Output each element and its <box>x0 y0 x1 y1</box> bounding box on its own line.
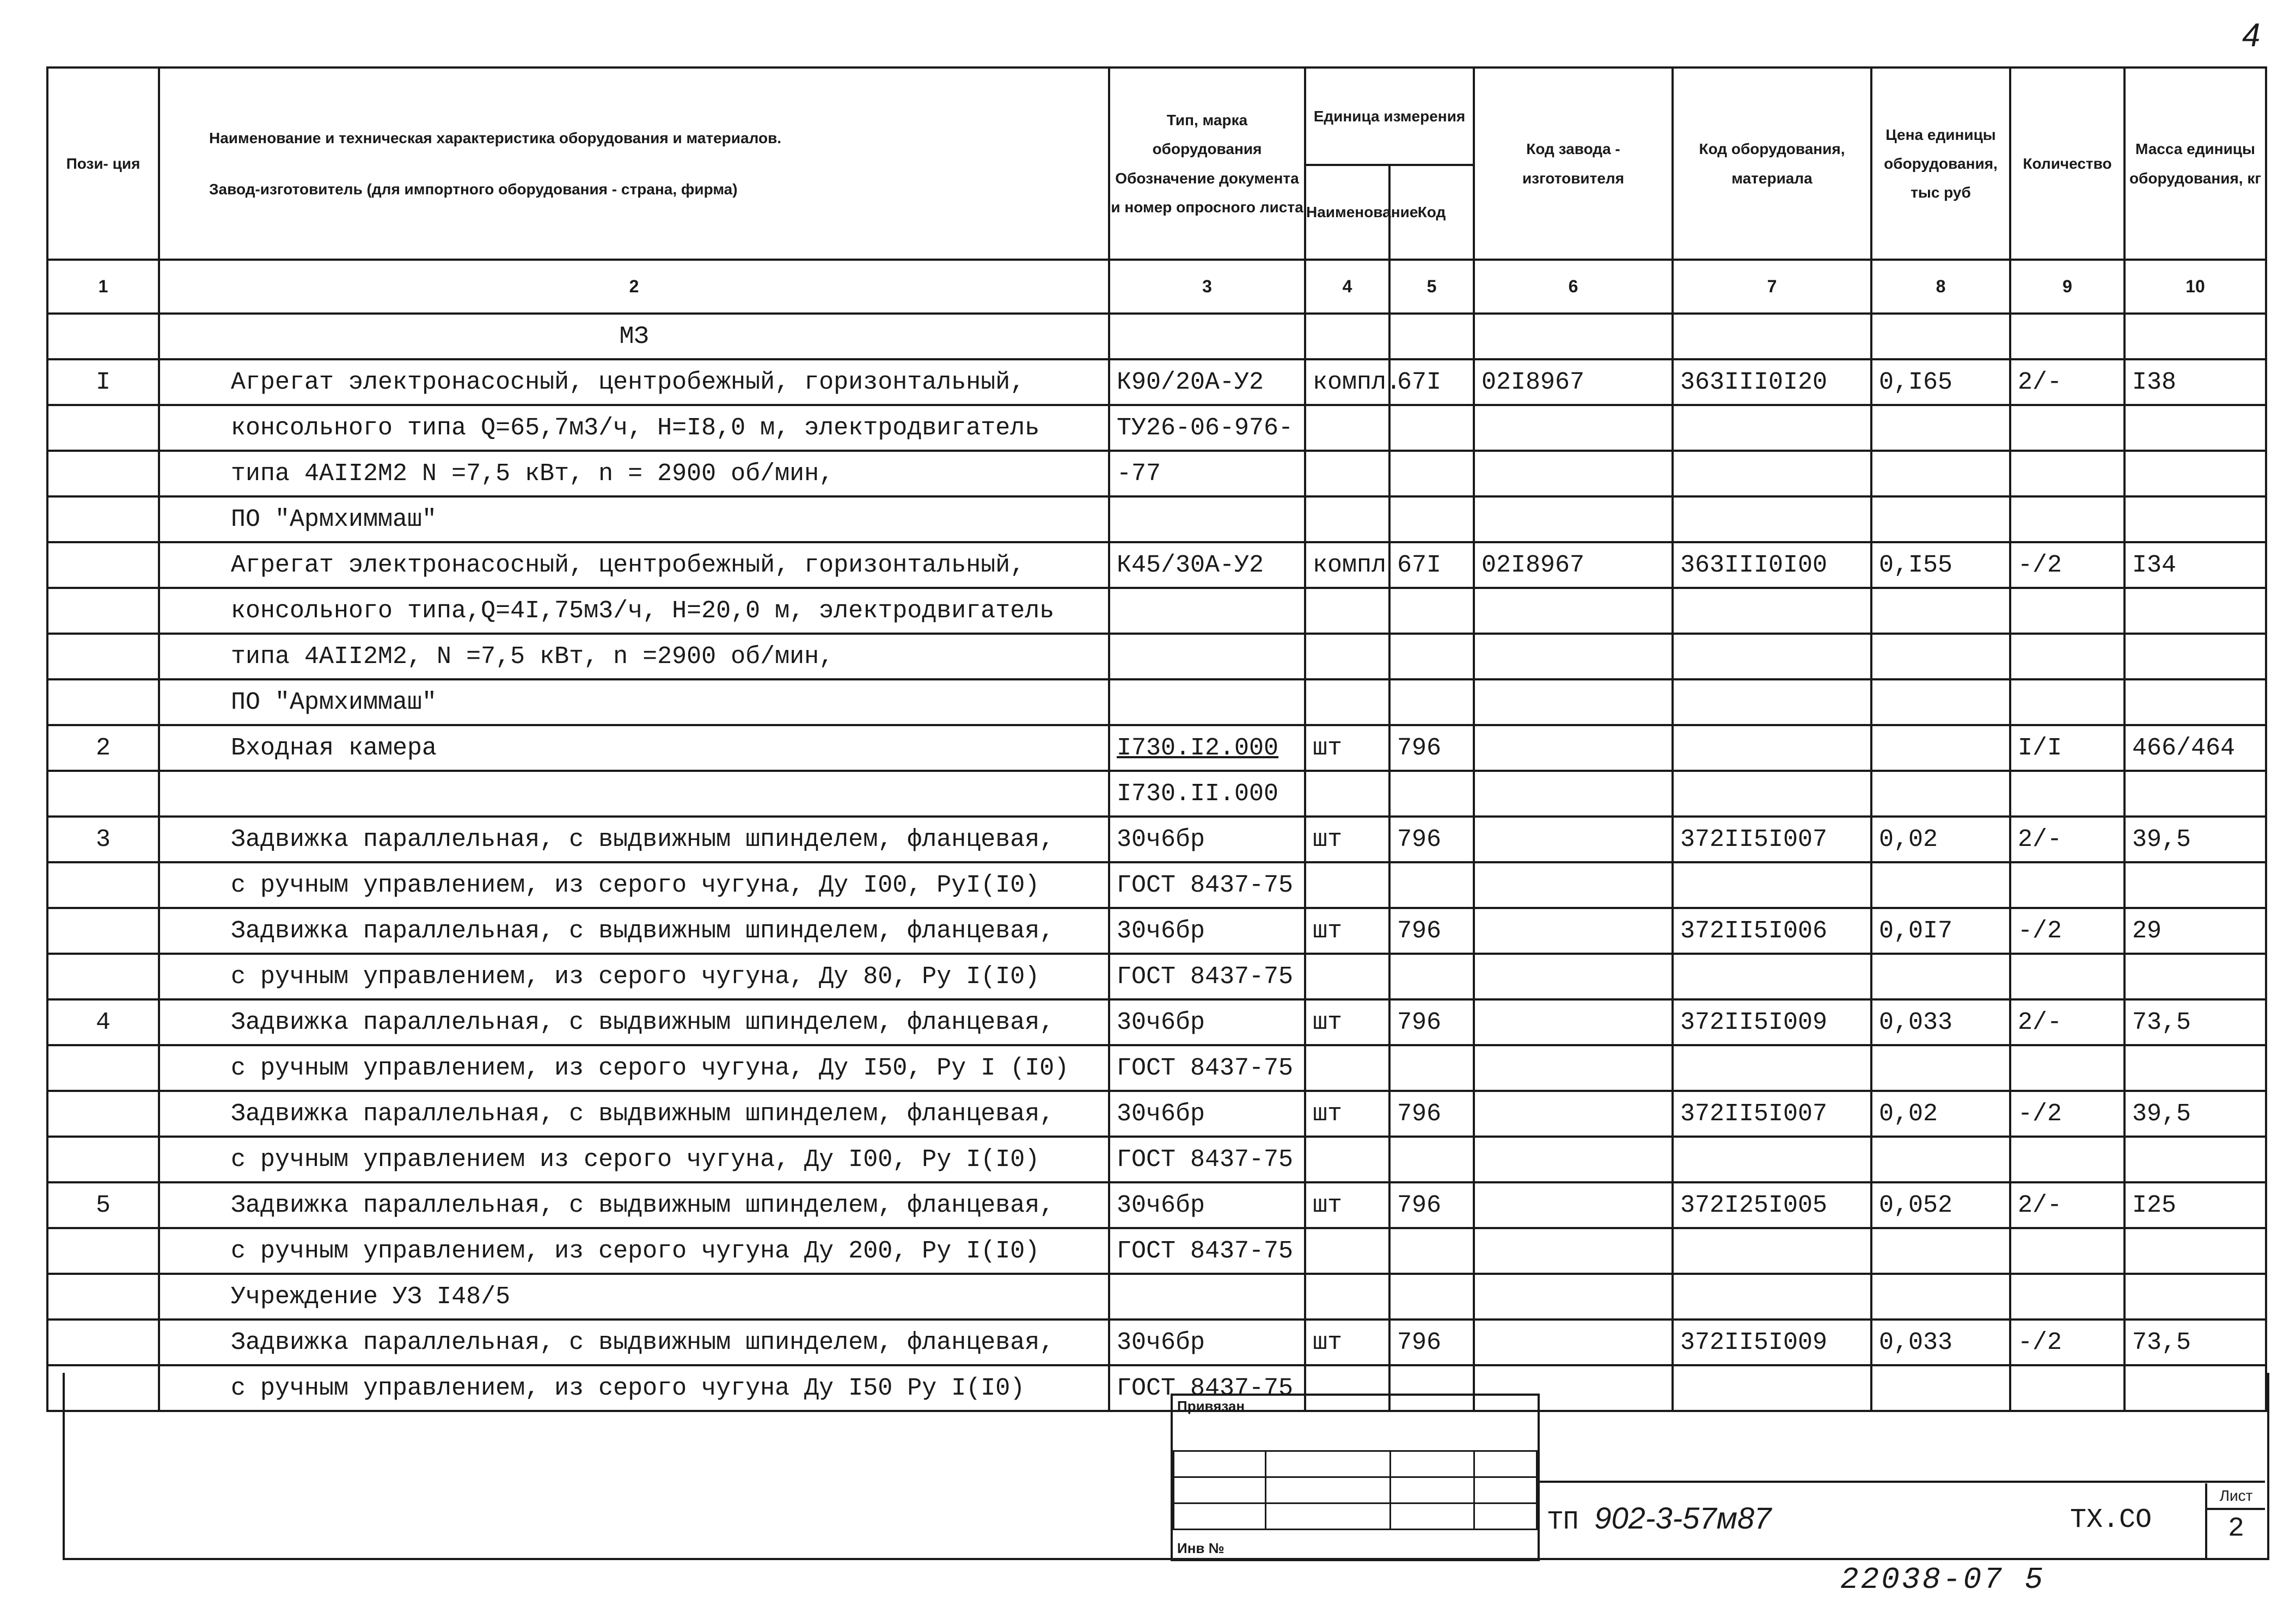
cell-name: ПО "Армхиммаш" <box>159 679 1109 725</box>
cell-mass <box>2124 862 2266 908</box>
cell-equip-code <box>1673 771 1871 817</box>
cell-position <box>47 1091 159 1137</box>
cell-position <box>47 496 159 542</box>
doc-number: 902-3-57м87 <box>1594 1501 1772 1535</box>
table-row <box>47 771 2266 817</box>
cell-position <box>47 588 159 634</box>
cell-qty: I/I <box>2010 725 2124 771</box>
cell-unit-code <box>1389 634 1474 679</box>
cell-unit-code: 67I <box>1389 542 1474 588</box>
cell-name: с ручным управлением, из серого чугуна, Ду I00, РуI(I0) <box>159 862 1109 908</box>
cell-plant-code <box>1474 771 1673 817</box>
cell-equip-code <box>1673 862 1871 908</box>
table-row <box>47 314 2266 359</box>
cell-price: 0,02 <box>1871 817 2010 862</box>
cell-plant-code <box>1474 1228 1673 1274</box>
attachment-stamp <box>1171 1394 1540 1561</box>
cell-equip-code <box>1673 725 1871 771</box>
cell-plant-code: 02I8967 <box>1474 542 1673 588</box>
equipment-spec-table <box>46 66 2267 1412</box>
cell-type: ГОСТ 8437-75 <box>1109 1045 1305 1091</box>
cell-mass <box>2124 771 2266 817</box>
cell-unit: шт <box>1305 999 1389 1045</box>
cell-equip-code <box>1673 1137 1871 1182</box>
table-row <box>47 1045 2266 1091</box>
table-row <box>47 1320 2266 1365</box>
cell-plant-code <box>1474 999 1673 1045</box>
cell-type: ГОСТ 8437-75 <box>1109 1137 1305 1182</box>
cell-qty: 2/- <box>2010 359 2124 405</box>
table-row <box>47 1228 2266 1274</box>
cell-mass <box>2124 451 2266 496</box>
cell-plant-code <box>1474 908 1673 954</box>
cell-position <box>47 1137 159 1182</box>
cell-position <box>47 405 159 451</box>
cell-mass: I38 <box>2124 359 2266 405</box>
cell-mass <box>2124 1228 2266 1274</box>
cell-unit: шт <box>1305 908 1389 954</box>
cell-name: с ручным управлением, из серого чугуна Ду I50 Ру I(I0) <box>159 1365 1109 1411</box>
cell-name: Задвижка параллельная, с выдвижным шпинделем, фланцевая, <box>159 817 1109 862</box>
cell-unit-code <box>1389 679 1474 725</box>
cell-unit <box>1305 679 1389 725</box>
cell-name: Задвижка параллельная, с выдвижным шпинделем, фланцевая, <box>159 908 1109 954</box>
cell-qty: -/2 <box>2010 542 2124 588</box>
cell-plant-code <box>1474 862 1673 908</box>
cell-price <box>1871 1045 2010 1091</box>
cell-price <box>1871 314 2010 359</box>
cell-type: 30ч6бр <box>1109 1091 1305 1137</box>
cell-plant-code <box>1474 1182 1673 1228</box>
cell-price <box>1871 725 2010 771</box>
cell-position <box>47 1045 159 1091</box>
cell-plant-code <box>1474 588 1673 634</box>
cell-unit: шт <box>1305 725 1389 771</box>
column-number: 9 <box>2010 260 2124 314</box>
cell-unit-code <box>1389 1228 1474 1274</box>
cell-unit <box>1305 1045 1389 1091</box>
cell-name: Агрегат электронасосный, центробежный, горизонтальный, <box>159 359 1109 405</box>
table-body <box>47 314 2266 1411</box>
cell-qty <box>2010 954 2124 999</box>
cell-position <box>47 1228 159 1274</box>
cell-unit-code: 796 <box>1389 999 1474 1045</box>
header-unit-name: Наименование <box>1305 165 1389 260</box>
table-row <box>47 1182 2266 1228</box>
cell-qty <box>2010 679 2124 725</box>
cell-unit <box>1305 634 1389 679</box>
cell-price <box>1871 679 2010 725</box>
cell-unit <box>1305 588 1389 634</box>
cell-type: 30ч6бр <box>1109 817 1305 862</box>
cell-unit: шт <box>1305 1320 1389 1365</box>
cell-name: Задвижка параллельная, с выдвижным шпинделем, фланцевая, <box>159 1320 1109 1365</box>
table-row <box>47 679 2266 725</box>
cell-unit-code <box>1389 314 1474 359</box>
cell-unit-code: 796 <box>1389 1320 1474 1365</box>
cell-name: с ручным управлением, из серого чугуна, Ду 80, Ру I(I0) <box>159 954 1109 999</box>
table-row <box>47 405 2266 451</box>
cell-type <box>1109 1274 1305 1320</box>
title-block <box>1536 1481 2265 1560</box>
cell-price: 0,I55 <box>1871 542 2010 588</box>
cell-equip-code <box>1673 405 1871 451</box>
cell-qty <box>2010 314 2124 359</box>
cell-qty <box>2010 771 2124 817</box>
cell-unit <box>1305 862 1389 908</box>
cell-name: Задвижка параллельная, с выдвижным шпинделем, фланцевая, <box>159 1091 1109 1137</box>
cell-type-text: I730.I2.000 <box>1117 734 1279 762</box>
cell-equip-code: 372II5I007 <box>1673 817 1871 862</box>
cell-unit <box>1305 1137 1389 1182</box>
cell-mass: 73,5 <box>2124 1320 2266 1365</box>
cell-position: 3 <box>47 817 159 862</box>
cell-mass <box>2124 588 2266 634</box>
stamp-attached-label: Привязан <box>1177 1398 1245 1414</box>
cell-unit-code <box>1389 1137 1474 1182</box>
cell-position <box>47 908 159 954</box>
cell-unit <box>1305 1274 1389 1320</box>
cell-type: К90/20А-У2 <box>1109 359 1305 405</box>
column-number: 7 <box>1673 260 1871 314</box>
cell-qty <box>2010 862 2124 908</box>
table-row <box>47 862 2266 908</box>
cell-unit <box>1305 954 1389 999</box>
cell-type: I730.II.000 <box>1109 771 1305 817</box>
cell-type <box>1109 496 1305 542</box>
cell-equip-code: 372II5I006 <box>1673 908 1871 954</box>
cell-unit-code: 796 <box>1389 1182 1474 1228</box>
cell-plant-code <box>1474 817 1673 862</box>
cell-type <box>1109 588 1305 634</box>
cell-qty <box>2010 405 2124 451</box>
archive-number: 22038-07 5 <box>1840 1562 2046 1597</box>
cell-name: Агрегат электронасосный, центробежный, горизонтальный, <box>159 542 1109 588</box>
cell-position <box>47 771 159 817</box>
cell-type: К45/30А-У2 <box>1109 542 1305 588</box>
cell-mass <box>2124 679 2266 725</box>
cell-price: 0,033 <box>1871 999 2010 1045</box>
cell-unit-code <box>1389 862 1474 908</box>
cell-equip-code <box>1673 314 1871 359</box>
page-number: 4 <box>2242 17 2261 53</box>
cell-equip-code: 372II5I007 <box>1673 1091 1871 1137</box>
table-row <box>47 999 2266 1045</box>
cell-position <box>47 862 159 908</box>
table-row <box>47 588 2266 634</box>
cell-position <box>47 634 159 679</box>
column-number: 8 <box>1871 260 2010 314</box>
cell-position <box>47 1320 159 1365</box>
cell-type: 30ч6бр <box>1109 908 1305 954</box>
cell-plant-code <box>1474 496 1673 542</box>
cell-position: 5 <box>47 1182 159 1228</box>
cell-type: ГОСТ 8437-75 <box>1109 1228 1305 1274</box>
table-row <box>47 451 2266 496</box>
cell-plant-code <box>1474 1045 1673 1091</box>
column-number: 3 <box>1109 260 1305 314</box>
table-row <box>47 954 2266 999</box>
cell-price <box>1871 1137 2010 1182</box>
cell-position <box>47 451 159 496</box>
cell-mass <box>2124 496 2266 542</box>
column-number: 2 <box>159 260 1109 314</box>
header-name-line2: Завод-изготовитель (для импортного оборудования - страна, фирма) <box>209 180 738 198</box>
cell-qty: 2/- <box>2010 1182 2124 1228</box>
header-mass: Масса единицы оборудования, кг <box>2124 67 2266 260</box>
cell-type <box>1109 634 1305 679</box>
header-unit-code: Код <box>1389 165 1474 260</box>
cell-plant-code <box>1474 451 1673 496</box>
cell-price <box>1871 588 2010 634</box>
cell-type: 30ч6бр <box>1109 999 1305 1045</box>
cell-name: консольного типа Q=65,7м3/ч, Н=I8,0 м, электродвигатель <box>159 405 1109 451</box>
header-unit-group: Единица измерения <box>1305 67 1474 165</box>
cell-plant-code <box>1474 954 1673 999</box>
cell-mass: 29 <box>2124 908 2266 954</box>
cell-price <box>1871 634 2010 679</box>
cell-price: 0,033 <box>1871 1320 2010 1365</box>
sheet-number: 2 <box>2227 1513 2244 1544</box>
cell-name: Задвижка параллельная, с выдвижным шпинделем, фланцевая, <box>159 999 1109 1045</box>
stamp-grid <box>1173 1450 1538 1530</box>
cell-type: ТУ26-06-976- <box>1109 405 1305 451</box>
cell-mass <box>2124 1137 2266 1182</box>
cell-price <box>1871 771 2010 817</box>
cell-equip-code <box>1673 634 1871 679</box>
table-row <box>47 1137 2266 1182</box>
table-row <box>47 359 2266 405</box>
cell-position: 2 <box>47 725 159 771</box>
cell-equip-code <box>1673 679 1871 725</box>
cell-mass: 39,5 <box>2124 1091 2266 1137</box>
cell-name: Входная камера <box>159 725 1109 771</box>
cell-name: типа 4АII2М2, N =7,5 кВт, n =2900 об/мин, <box>159 634 1109 679</box>
cell-name: с ручным управлением, из серого чугуна, Ду I50, Ру I (I0) <box>159 1045 1109 1091</box>
cell-mass: 466/464 <box>2124 725 2266 771</box>
cell-position <box>47 954 159 999</box>
cell-price: 0,052 <box>1871 1182 2010 1228</box>
cell-equip-code: 363III0I20 <box>1673 359 1871 405</box>
cell-qty <box>2010 496 2124 542</box>
cell-type: ГОСТ 8437-75 <box>1109 862 1305 908</box>
cell-unit-code <box>1389 588 1474 634</box>
cell-plant-code <box>1474 1091 1673 1137</box>
cell-name: Учреждение УЗ I48/5 <box>159 1274 1109 1320</box>
cell-equip-code: 363III0I00 <box>1673 542 1871 588</box>
column-number: 4 <box>1305 260 1389 314</box>
header-equip-code: Код оборудования, материала <box>1673 67 1871 260</box>
cell-qty <box>2010 1274 2124 1320</box>
cell-plant-code <box>1474 1320 1673 1365</box>
cell-name: ПО "Армхиммаш" <box>159 496 1109 542</box>
cell-plant-code <box>1474 405 1673 451</box>
cell-qty <box>2010 1137 2124 1182</box>
cell-mass: 73,5 <box>2124 999 2266 1045</box>
header-price: Цена единицы оборудования, тыс руб <box>1871 67 2010 260</box>
cell-unit-code: 796 <box>1389 1091 1474 1137</box>
cell-type: ГОСТ 8437-75 <box>1109 954 1305 999</box>
cell-qty: 2/- <box>2010 999 2124 1045</box>
cell-unit: компл <box>1305 542 1389 588</box>
cell-name: консольного типа,Q=4I,75м3/ч, Н=20,0 м, электродвигатель <box>159 588 1109 634</box>
cell-equip-code <box>1673 954 1871 999</box>
cell-equip-code: 372II5I009 <box>1673 999 1871 1045</box>
table-row <box>47 817 2266 862</box>
cell-position <box>47 314 159 359</box>
column-number: 5 <box>1389 260 1474 314</box>
cell-equip-code: 372I25I005 <box>1673 1182 1871 1228</box>
cell-position: I <box>47 359 159 405</box>
cell-price <box>1871 405 2010 451</box>
cell-mass: 39,5 <box>2124 817 2266 862</box>
header-name-line1: Наименование и техническая характеристика оборудования и материалов. <box>209 130 782 147</box>
cell-mass <box>2124 314 2266 359</box>
column-number: 1 <box>47 260 159 314</box>
cell-mass <box>2124 1274 2266 1320</box>
cell-price <box>1871 1228 2010 1274</box>
cell-qty <box>2010 1045 2124 1091</box>
cell-name <box>159 771 1109 817</box>
cell-qty: -/2 <box>2010 1091 2124 1137</box>
cell-plant-code <box>1474 314 1673 359</box>
cell-unit <box>1305 405 1389 451</box>
cell-plant-code <box>1474 725 1673 771</box>
cell-type: -77 <box>1109 451 1305 496</box>
column-number-row <box>47 260 2266 314</box>
cell-unit-code: 796 <box>1389 817 1474 862</box>
cell-type: ГОСТ 8437-75 <box>1109 1365 1305 1411</box>
cell-plant-code <box>1474 679 1673 725</box>
cell-unit: шт <box>1305 817 1389 862</box>
header-qty: Количество <box>2010 67 2124 260</box>
cell-qty <box>2010 634 2124 679</box>
cell-qty: -/2 <box>2010 1320 2124 1365</box>
cell-qty <box>2010 588 2124 634</box>
doc-code: ТХ.СО <box>2070 1505 2152 1536</box>
cell-type: 30ч6бр <box>1109 1182 1305 1228</box>
header-plant-code: Код завода - изготовителя <box>1474 67 1673 260</box>
cell-qty: 2/- <box>2010 817 2124 862</box>
cell-unit <box>1305 771 1389 817</box>
sheet-label: Лист <box>2207 1483 2265 1510</box>
cell-unit-code: 796 <box>1389 908 1474 954</box>
header-position: Пози- ция <box>47 67 159 260</box>
cell-name: типа 4АII2М2 N =7,5 кВт, n = 2900 об/мин, <box>159 451 1109 496</box>
document-designation <box>1547 1500 1771 1537</box>
cell-plant-code <box>1474 1274 1673 1320</box>
cell-mass: I25 <box>2124 1182 2266 1228</box>
cell-equip-code: 372II5I009 <box>1673 1320 1871 1365</box>
cell-name: МЗ <box>159 314 1109 359</box>
cell-equip-code <box>1673 1228 1871 1274</box>
cell-type <box>1109 725 1305 771</box>
cell-position <box>47 679 159 725</box>
stamp-inventory-label: Инв № <box>1177 1540 1224 1556</box>
table-row <box>47 542 2266 588</box>
cell-mass <box>2124 954 2266 999</box>
cell-mass <box>2124 1045 2266 1091</box>
cell-plant-code: 02I8967 <box>1474 359 1673 405</box>
cell-type <box>1109 314 1305 359</box>
cell-price <box>1871 1274 2010 1320</box>
cell-equip-code <box>1673 1274 1871 1320</box>
table-row <box>47 908 2266 954</box>
cell-unit: компл. <box>1305 359 1389 405</box>
cell-unit-code <box>1389 451 1474 496</box>
cell-unit-code <box>1389 771 1474 817</box>
cell-unit-code <box>1389 405 1474 451</box>
cell-unit-code <box>1389 1045 1474 1091</box>
cell-unit-code: 796 <box>1389 725 1474 771</box>
column-number: 6 <box>1474 260 1673 314</box>
cell-equip-code <box>1673 588 1871 634</box>
table-row <box>47 634 2266 679</box>
cell-qty: -/2 <box>2010 908 2124 954</box>
table-row <box>47 496 2266 542</box>
cell-position: 4 <box>47 999 159 1045</box>
header-type: Тип, марка оборудования Обозначение документа и номер опросного листа <box>1109 67 1305 260</box>
cell-name: Задвижка параллельная, с выдвижным шпинделем, фланцевая, <box>159 1182 1109 1228</box>
cell-price <box>1871 954 2010 999</box>
cell-unit-code <box>1389 954 1474 999</box>
cell-position <box>47 542 159 588</box>
cell-price: 0,I65 <box>1871 359 2010 405</box>
cell-price <box>1871 496 2010 542</box>
doc-prefix: ТП <box>1547 1507 1579 1537</box>
cell-equip-code <box>1673 496 1871 542</box>
table-row <box>47 1274 2266 1320</box>
table-row <box>47 1091 2266 1137</box>
table-row <box>47 725 2266 771</box>
cell-mass <box>2124 405 2266 451</box>
cell-plant-code <box>1474 1137 1673 1182</box>
header-name <box>159 67 1109 260</box>
cell-position <box>47 1274 159 1320</box>
cell-equip-code <box>1673 1045 1871 1091</box>
cell-unit-code <box>1389 496 1474 542</box>
cell-unit: шт <box>1305 1091 1389 1137</box>
cell-unit: шт <box>1305 1182 1389 1228</box>
cell-mass: I34 <box>2124 542 2266 588</box>
cell-unit-code: 67I <box>1389 359 1474 405</box>
cell-name: с ручным управлением, из серого чугуна Ду 200, Ру I(I0) <box>159 1228 1109 1274</box>
cell-price: 0,02 <box>1871 1091 2010 1137</box>
cell-price <box>1871 451 2010 496</box>
cell-unit <box>1305 1228 1389 1274</box>
cell-mass <box>2124 634 2266 679</box>
cell-equip-code <box>1673 451 1871 496</box>
cell-qty <box>2010 451 2124 496</box>
sheet-box <box>2205 1483 2267 1558</box>
cell-unit-code <box>1389 1274 1474 1320</box>
cell-type: 30ч6бр <box>1109 1320 1305 1365</box>
cell-price <box>1871 862 2010 908</box>
cell-name: с ручным управлением из серого чугуна, Ду I00, Ру I(I0) <box>159 1137 1109 1182</box>
cell-price: 0,0I7 <box>1871 908 2010 954</box>
column-number: 10 <box>2124 260 2266 314</box>
cell-type <box>1109 679 1305 725</box>
cell-plant-code <box>1474 634 1673 679</box>
cell-qty <box>2010 1228 2124 1274</box>
cell-unit <box>1305 451 1389 496</box>
cell-unit <box>1305 314 1389 359</box>
cell-unit <box>1305 496 1389 542</box>
